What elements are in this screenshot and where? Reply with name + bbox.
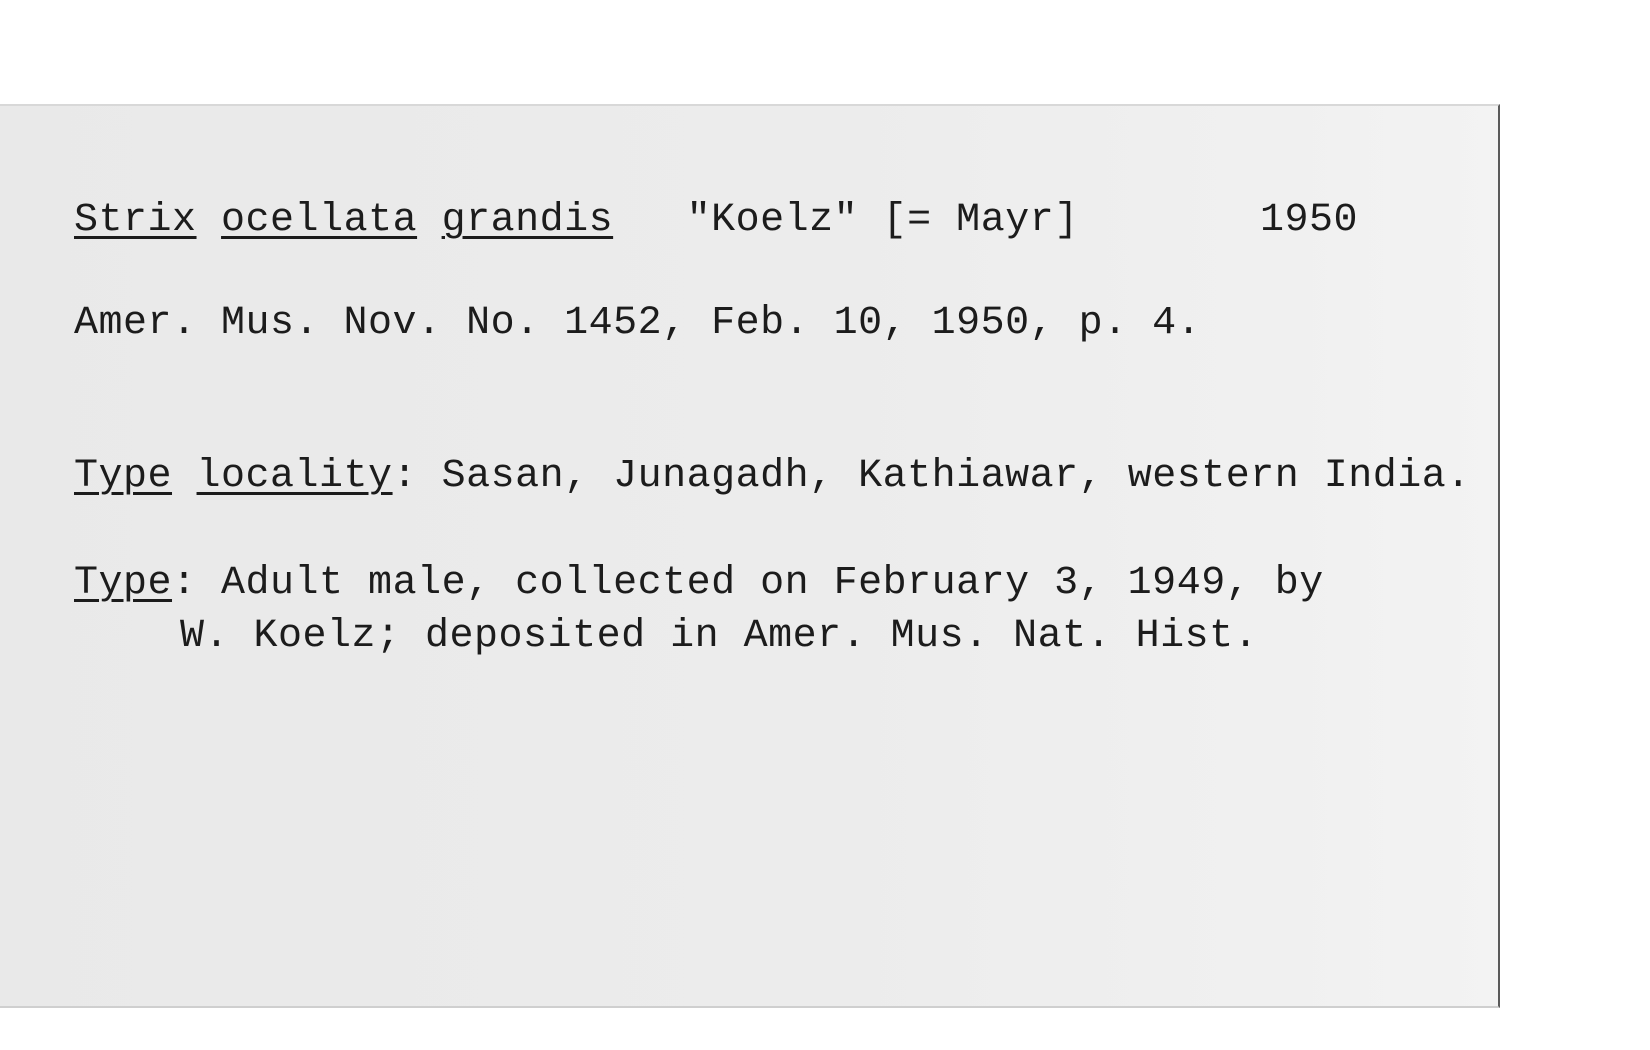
type-locality-label-type: Type	[74, 454, 173, 499]
author-citation: "Koelz" [= Mayr]	[686, 198, 1079, 243]
type-label: Type	[74, 561, 173, 606]
type-line-2: W. Koelz; deposited in Amer. Mus. Nat. Hist.	[180, 614, 1259, 659]
type-line-1	[74, 561, 1324, 606]
type-text-line1: Adult male, collected on February 3, 1949, by	[196, 561, 1324, 606]
publication-year: 1950	[1260, 198, 1359, 243]
type-locality-line	[74, 454, 1471, 499]
subspecies-name: grandis	[441, 198, 614, 243]
type-locality-colon: :	[392, 454, 418, 499]
taxon-title-line	[74, 198, 1079, 243]
species-name: ocellata	[221, 198, 418, 243]
genus-name: Strix	[74, 198, 197, 243]
type-colon: :	[172, 561, 197, 606]
type-locality-label-locality: locality	[196, 454, 393, 499]
type-locality-text: Sasan, Junagadh, Kathiawar, western India.	[417, 454, 1471, 499]
index-card	[0, 104, 1500, 1008]
reference-citation: Amer. Mus. Nov. No. 1452, Feb. 10, 1950, p. 4.	[74, 301, 1202, 346]
